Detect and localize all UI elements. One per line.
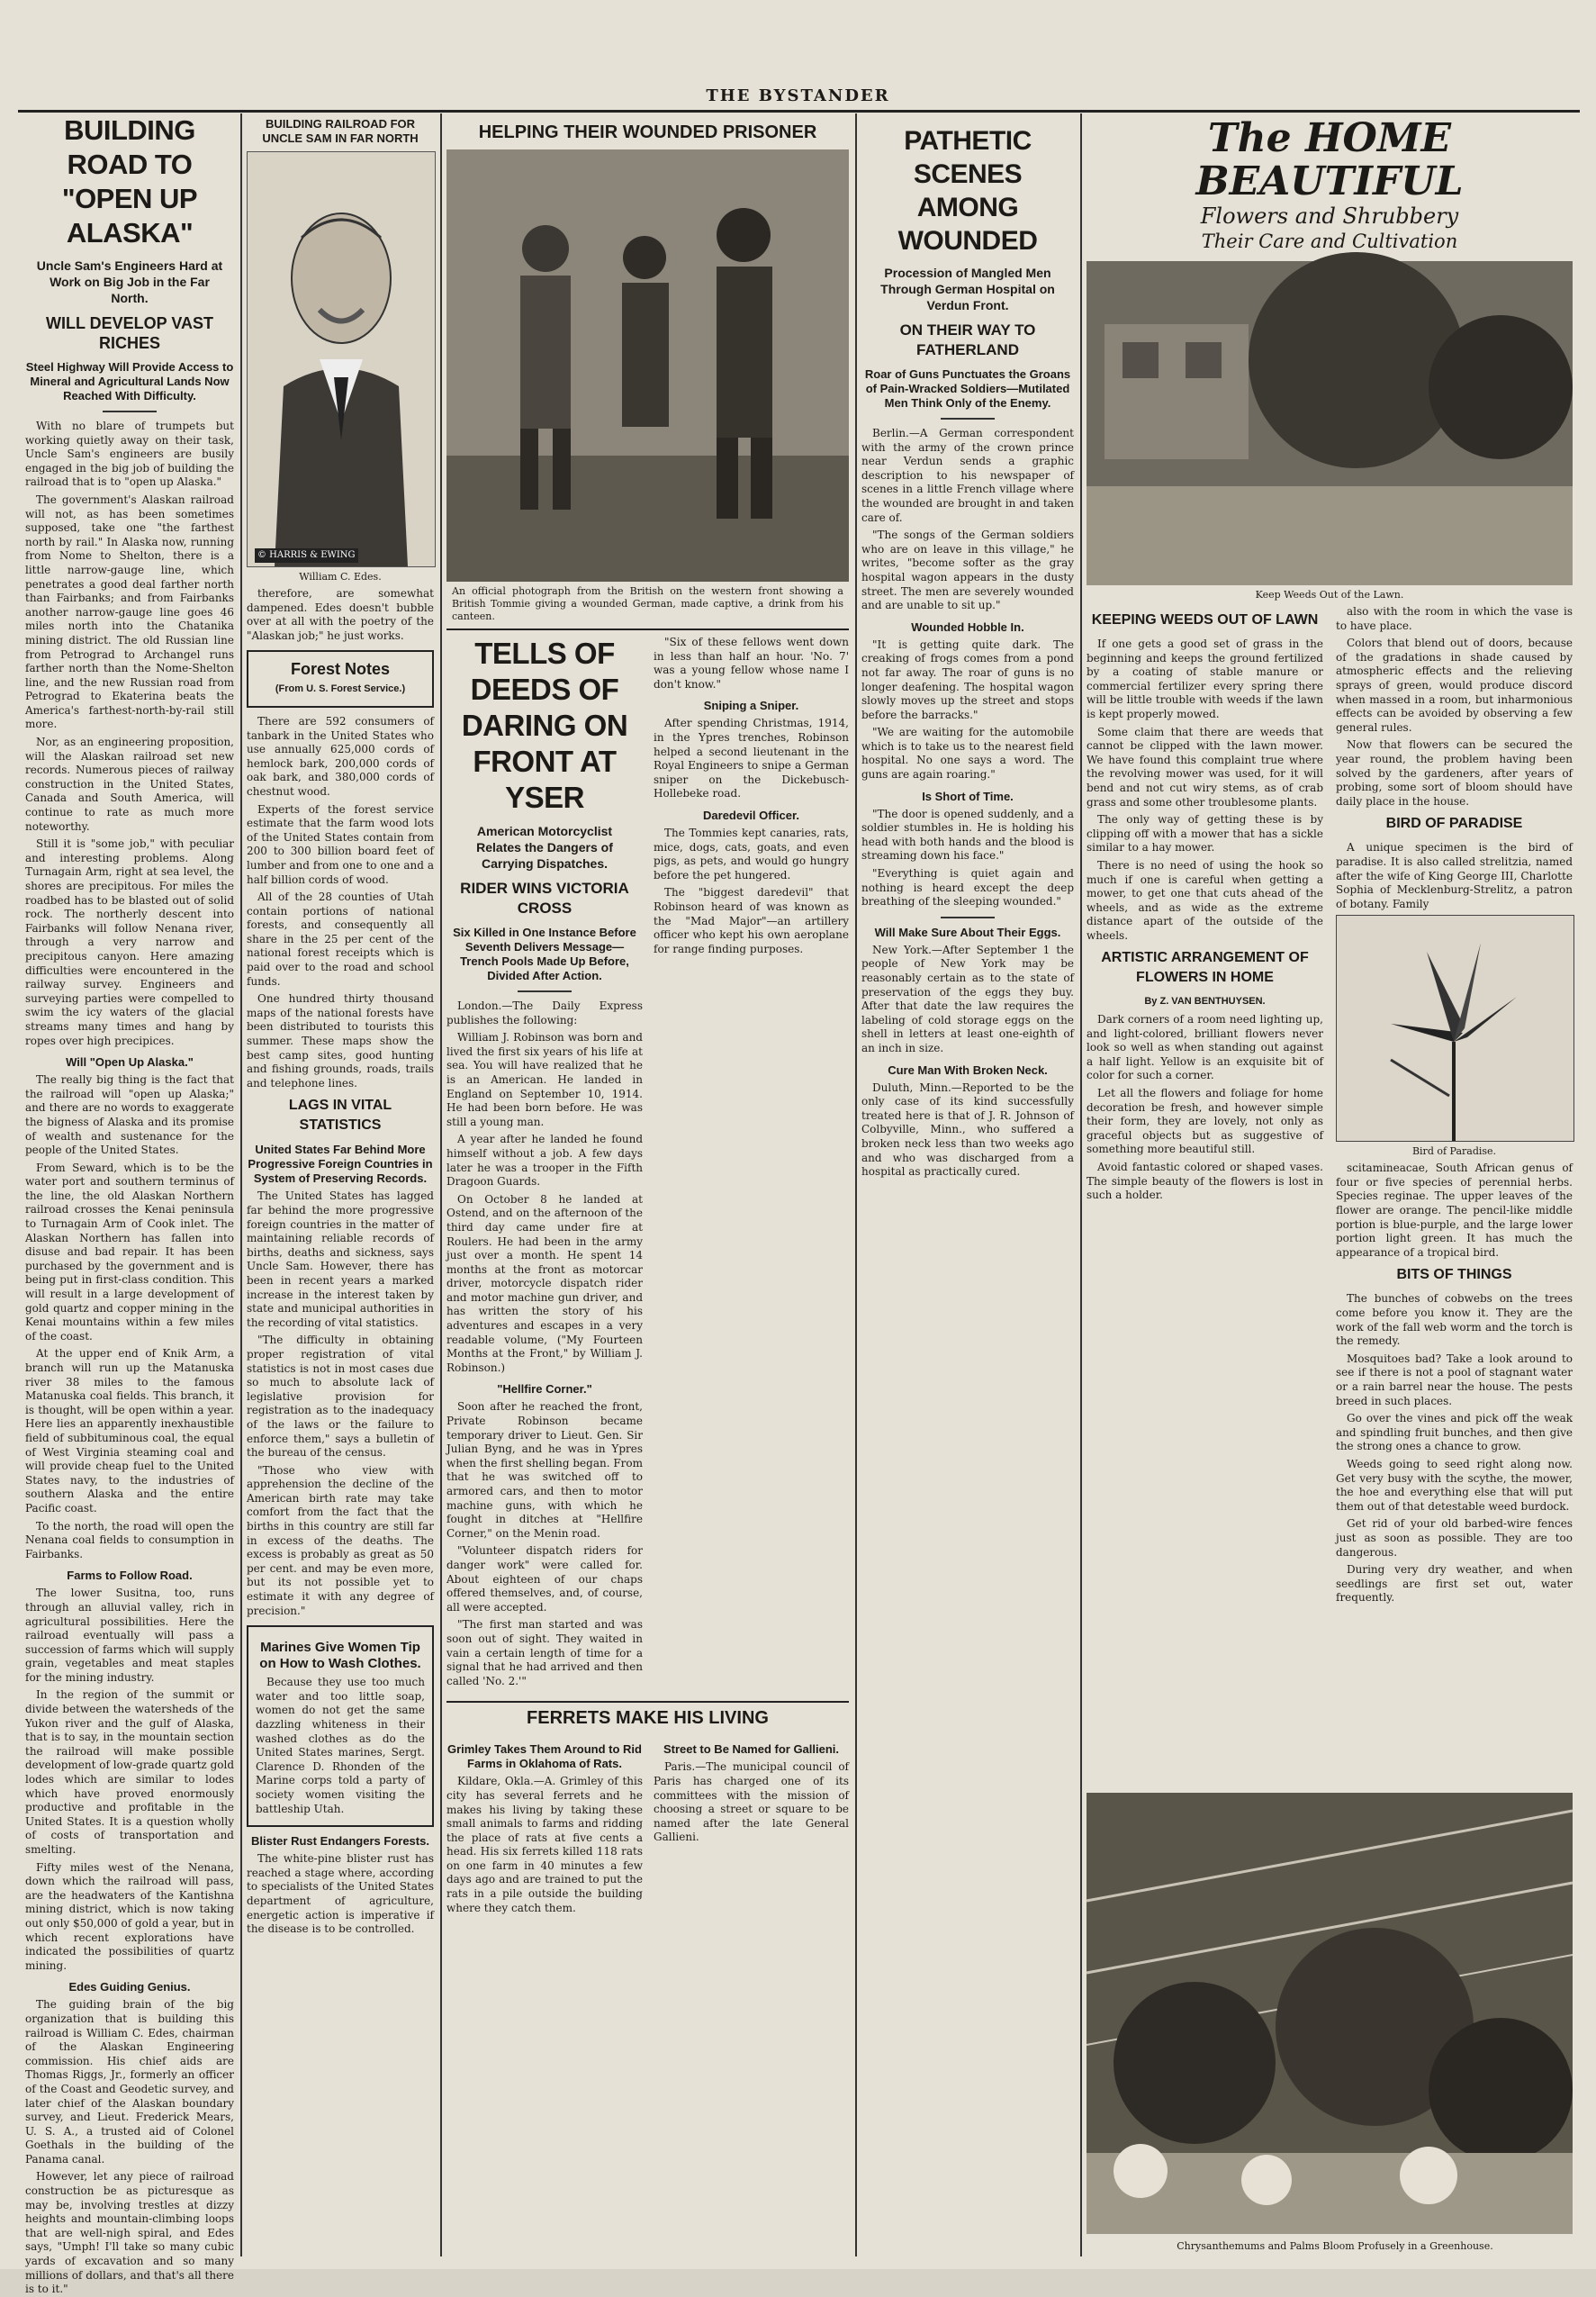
column-yser [446, 113, 849, 2256]
feature-title: The HOME BEAUTIFUL [1195, 115, 1464, 204]
paragraph: Avoid fantastic colored or shaped vases. The simple beauty of the flowers is lost in such a holder. [1087, 1161, 1323, 1202]
marines-title: Marines Give Women Tip on How to Wash Clothes. [259, 1640, 421, 1672]
paragraph: Still it is "some job," with peculiar and interesting problems. Along Turnagain Arm, right at sea level, the shores are precipitous. For miles the roadbed has to be blasted out of solid rock. The northerly descent into Fairbanks will follow Nenana river, through a very narrow and precipitous canyon. Here amazing difficulties were encountered in the railway survey. Engineers and surveying parties were compelled to swim the icy waters of the glacial streams many times and hang by ropes over high precipices. [25, 837, 234, 1047]
portrait-caption: William C. Edes. [299, 571, 382, 583]
paragraph: Dark corners of a room need lighting up, and light-colored, brilliant flowers never look so well as when standing out against a half light. Yellow is an exquisite bit of color for such a corner. [1087, 1013, 1323, 1082]
paragraph: All of the 28 counties of Utah contain portions of national forests, and consequently all share in the 25 per cent of the national forest receipts which is paid over to the road and school funds. [247, 891, 434, 988]
paragraph: "The songs of the German soldiers who are on leave in this village," he writes, "become softer as the gray hospital wagon appears in the dusty street. The men are severely wounded and are unable to sit up." [861, 529, 1074, 612]
lawn-photo [1087, 261, 1573, 585]
headline-weeds: KEEPING WEEDS OUT OF LAWN [1091, 612, 1319, 628]
headline-arrangement: ARTISTIC ARRANGEMENT OF FLOWERS IN HOME [1101, 950, 1309, 986]
subhead-sniping: Sniping a Sniper. [703, 699, 799, 713]
column-verdun [861, 113, 1074, 2256]
feature-tagline: Their Care and Cultivation [1201, 231, 1458, 252]
deck-ferrets: Grimley Takes Them Around to Rid Farms in Oklahoma of Rats. [447, 1742, 642, 1771]
greenhouse-photo [1087, 1793, 1573, 2234]
paragraph: There are 592 consumers of tanbark in the United States who use annually 625,000 cords of hemlock bark, 200,000 cords of oak bark, and 380,000 cords of chestnut wood. [247, 714, 434, 798]
subhead-victoria-cross: RIDER WINS VICTORIA CROSS [460, 880, 629, 917]
paragraph: "Six of these fellows went down in less than half an hour. 'No. 7' was a young fellow whose name I don't know." [654, 636, 849, 691]
masthead: THE BYSTANDER [706, 86, 890, 105]
deck-yser: American Motorcyclist Relates the Dangers of Carrying Dispatches. [476, 824, 613, 871]
paragraph: During very dry weather, and when seedlings are first set out, water frequently. [1336, 1563, 1573, 1605]
paragraph: There is no need of using the hook so much if one is careful when getting a mower, to get one that cuts ahead of the wheels, and as wide as the extreme distance apart of the outside of the wheels. [1087, 858, 1323, 942]
paragraph: William J. Robinson was born and lived the first six years of his life at sea. You will have realized that he is an American. He landed in England on September 10, 1914. He had been born before. He was still a young man. [446, 1031, 643, 1128]
paragraph: New York.—After September 1 the people of New York may be reasonably certain as to the state of preservation of the eggs they buy. After that date the law requires the labeling of cold storage eggs on the shell in letters at least one-eighth of an inch in size. [861, 943, 1074, 1054]
paragraph: therefore, are somewhat dampened. Edes doesn't bubble over at all with the poetry of the "Alaskan job;" he just works. [247, 587, 434, 642]
paragraph: Mosquitoes bad? Take a look around to see if there is not a pool of stagnant water or a rain barrel near the house. The pests breed in such places. [1336, 1352, 1573, 1407]
paragraph: One hundred thirty thousand maps of the national forests have been distributed to tourists this summer. These maps show the best camp sites, good hunting and fishing grounds, roads, trails and telephone lines. [247, 992, 434, 1090]
paragraph: The "biggest daredevil" that Robinson heard of was known as the "Mad Major"—an artillery officer who kept his own aeroplane for range finding purposes. [654, 886, 849, 955]
paragraph: "The difficulty in obtaining proper registration of vital statistics is not in most cases due so much to absolute lack of legislative provision for registration as to the inadequacy of the laws or the failure to enforce them," says a bulletin of the bureau of the census. [247, 1334, 434, 1460]
byline: By Z. VAN BENTHUYSEN. [1144, 996, 1266, 1008]
paragraph: Because they use too much water and too little soap, women do not get the same dazzling whiteness in their washed clothes as do the United States marines, Sergt. Clarence D. Rhonden of the Marine corps told a party of society women visiting the battleship Utah. [256, 1676, 425, 1815]
paragraph: "Everything is quiet again and nothing is heard except the deep breathing of the sleeping wounded." [861, 867, 1074, 909]
paragraph: Experts of the forest service estimate that the farm wood lots of the United States contain from 200 to 300 billion board feet of lumber and from one to one and a half billion cords of wood. [247, 802, 434, 886]
paragraph: "The first man started and was soon out of sight. They waited in vain a certain length of time for a signal that he had arrived and then called 'No. 2.'" [446, 1618, 643, 1687]
paragraph: London.—The Daily Express publishes the following: [446, 999, 643, 1026]
subhead-farms: Farms to Follow Road. [67, 1569, 193, 1583]
paragraph: Get rid of your old barbed-wire fences just as soon as possible. They are too dangerous. [1336, 1517, 1573, 1559]
prisoner-photo [446, 149, 849, 582]
paragraph: Soon after he reached the front, Private Robinson became temporary driver to Lieut. Gen. Sir Julian Byng, and he was in Ypres when the first shelling began. From that he was switched off to armored cars, and then to motor machine guns, with which he fought in ditches at "Hellfire Corner," on the Menin road. [446, 1400, 644, 1540]
paragraph: Some claim that there are weeds that cannot be clipped with the lawn mower. We have found this complaint true where the revolving mower was used, for it will bend and not cut wiry stems, as of crab grass and some other troublesome plants. [1087, 725, 1323, 809]
short-rule [518, 990, 572, 992]
paragraph: The lower Susitna, too, runs through an alluvial valley, rich in agricultural possibilities. Here the railroad eventually will pass a succession of farms which will supply grain, vegetables and meat staples for the mining industry. [25, 1587, 234, 1684]
paragraph: "We are waiting for the automobile which is to take us to the nearest field hospital. No one says a word. The guns are again roaring." [861, 726, 1074, 782]
paragraph: Colors that blend out of doors, because of the gradations in shade caused by atmospheric effects and the relieving sprays of green, would produce discord when massed in a room, but inharmonious effects can be avoided by observing a few general rules. [1336, 637, 1573, 734]
paragraph: If one gets a good set of grass in the beginning and keeps the ground fertilized by a coating of stable manure or commercial fertilizer every spring there will be little trouble with weeds if the lawn is kept properly mowed. [1087, 638, 1323, 720]
section-rule [446, 629, 849, 630]
column-divider [440, 113, 442, 2256]
section-rule [446, 1701, 849, 1703]
paragraph: "Those who view with apprehension the decline of the American birth rate may take comfort from the fact that the births in this country are still far in excess of the deaths. The excess is probably as great as 50 per cent. and may be even more, but its not possible yet to estimate it with any degree of precision." [247, 1463, 434, 1617]
home-story-left [1087, 605, 1323, 1609]
subhead-edes: Edes Guiding Genius. [68, 1980, 191, 1994]
short-rule [941, 917, 995, 918]
prisoner-caption: An official photograph from the British on the western front showing a British Tommie giving a wounded German, made captive, a drink from his canteen. [452, 585, 843, 622]
paragraph: The government's Alaskan railroad will not, as has been sometimes supposed, take one "the farthest north by rail." In Alaska now, running from Nome to Shelton, there is a little narrow-gauge line, which penetrates a good deal farther north than Fairbanks; and from Fairbanks another narrow-gauge line goes 46 miles north into the Chatanika mining district. The old Russian line from Petrograd to Archangel runs farther north than the Nome-Shelton line, and the new Russian road from Petrograd to Ekaterina beats the America's farthest-north-by-rail still more. [25, 493, 234, 731]
short-rule [103, 411, 157, 412]
home-story-columns [1087, 605, 1573, 1609]
subhead-hobble: Wounded Hobble In. [911, 619, 1024, 634]
paragraph: The white-pine blister rust has reached a stage where, according to specialists of the United States department of agriculture, energetic action is imperative if the disease is to be controlled. [247, 1852, 434, 1936]
subhead-broken-neck: Cure Man With Broken Neck. [888, 1063, 1048, 1077]
headline-bits: BITS OF THINGS [1396, 1267, 1512, 1283]
column-divider [855, 113, 857, 2256]
paragraph: Let all the flowers and foliage for home decoration be fresh, and however simple their form, they are lovely, not only as graceful objects but as suggestive of something more beautiful still. [1087, 1087, 1323, 1156]
paragraph: Kildare, Okla.—A. Grimley of this city has several ferrets and he makes his living by taking these small animals to farms and ridding the place of rats at five cents a head. His six ferrets killed 118 rats on one farm in 40 minutes a few days ago and are trained to put the rats in a pile outside the building where they catch them. [446, 1775, 643, 1914]
subhead-fatherland: ON THEIR WAY TO FATHERLAND [899, 321, 1036, 358]
column-divider [240, 113, 242, 2256]
portrait-photo [247, 151, 436, 567]
paragraph: A year after he landed he found himself without a job. A few days later he was a trooper in the Fifth Dragoon Guards. [446, 1133, 643, 1189]
paragraph: From Seward, which is to be the water port and southern terminus of the line, the old Alaskan Northern railroad crosses the Kenai peninsula to Turnagain Arm of Cook inlet. The Alaskan Northern has fallen into disuse and bad repair. It has been purchased by the government and is being put in first-class condition. This will result in a large development of gold quartz and copper mining in the Kenai mountains within a few miles of the coast. [25, 1161, 234, 1343]
paragraph: A unique specimen is the bird of paradise. It is also called strelitzia, named after the wife of King George III, Charlotte Sophia of Mecklenburg-Strelitz, a patron of botany. Family [1336, 841, 1573, 910]
bird-caption: Bird of Paradise. [1411, 1145, 1497, 1158]
greenhouse-illustration [1087, 1793, 1573, 2234]
paragraph: To the north, the road will open the Nenana coal fields to consumption in Fairbanks. [25, 1519, 234, 1560]
photo-title-edes: BUILDING RAILROAD FOR UNCLE SAM IN FAR NORTH [262, 117, 419, 145]
subdeck-fatherland: Roar of Guns Punctuates the Groans of Pain-Wracked Soldiers—Mutilated Men Think Only of the Enemy. [864, 367, 1071, 410]
ferrets-left [446, 1735, 643, 1919]
paragraph: The guiding brain of the big organization that is building this railroad is William C. Edes, chairman of the Alaskan Engineering commission. His chief aids are Thomas Riggs, Jr., formerly an officer of the Coast and Geodetic survey, and later chief of the Alaskan boundary survey, and Lieut. Frederick Mears, U. S. A., a trusted aid of Colonel Goethals in the building of the Panama canal. [25, 1998, 234, 2166]
subdeck-riches: Steel Highway Will Provide Access to Mineral and Agricultural Lands Now Reached With Difficulty. [25, 360, 234, 402]
paragraph: "Volunteer dispatch riders for danger work" were called for. About eighteen of our chaps offered themselves, and, of course, all were accepted. [446, 1544, 643, 1614]
deck-pathetic: Procession of Mangled Men Through German Hospital on Verdun Front. [880, 266, 1055, 312]
lawn-illustration [1087, 261, 1573, 585]
subhead-daredevil: Daredevil Officer. [703, 808, 799, 822]
column-alaska [25, 113, 234, 2296]
headline-alaska: BUILDING ROAD TO "OPEN UP ALASKA" [61, 114, 198, 249]
deck-vital-stats: United States Far Behind More Progressive Foreign Countries in System of Preserving Records. [248, 1143, 433, 1186]
greenhouse-caption: Chrysanthemums and Palms Bloom Profusely in a Greenhouse. [1177, 2240, 1493, 2252]
column-home-beautiful [1087, 113, 1573, 2256]
subhead-hellfire: "Hellfire Corner." [497, 1382, 592, 1397]
yser-story-columns [446, 636, 849, 1692]
marines-box [247, 1625, 434, 1827]
paragraph: Paris.—The municipal council of Paris has charged one of its committees with the mission of choosing a street or square to be named after the late General Gallieni. [654, 1760, 849, 1844]
subdeck-victoria-cross: Six Killed in One Instance Before Seventh Delivers Message—Trench Pools Made Up Before, Divided After Action. [453, 926, 636, 982]
subhead-riches: WILL DEVELOP VAST RICHES [45, 314, 214, 352]
yser-story-right [654, 636, 849, 1692]
headline-bird: BIRD OF PARADISE [1385, 816, 1523, 832]
headline-pathetic: PATHETIC SCENES AMONG WOUNDED [897, 126, 1038, 256]
subhead-gallieni: Street to Be Named for Gallieni. [663, 1742, 840, 1757]
paragraph: also with the room in which the vase is to have place. [1336, 605, 1573, 632]
ferrets-story [446, 1735, 849, 1919]
short-rule [941, 418, 995, 420]
paragraph: On October 8 he landed at Ostend, and on the afternoon of the third day came under fire at Roulers. He had been in the army just over a month. He spent 14 months at the front as motorcar driver, motorcycle dispatch rider and motor machine gun driver, and has written the story of his adventures and escapes in a very readable volume, ("My Fourteen Months at the Front," by William J. Robinson.) [446, 1192, 643, 1374]
paragraph: scitamineacae, South African genus of four or five species of perennial herbs. Species reginae. The upper leaves of the flower are orange. The pencil-like middle portion is blue-purple, and the large lower portion light green. It has much the appearance of a tropical bird. [1336, 1162, 1573, 1259]
paragraph: Now that flowers can be secured the year round, the problem having been solved by the gardeners, after years of probing, some sort of bloom should have daily place in the house. [1336, 738, 1573, 808]
forest-notes-title: Forest Notes [290, 660, 391, 679]
paragraph: The really big thing is the fact that the railroad will "open up Alaska;" and there are no words to exaggerate the bigness of Alaska and its promise of wealth and sustenance for the people of the United States. [25, 1073, 234, 1157]
paragraph: The only way of getting these is by clipping off with a mower that has a sickle similar to a hay mower. [1087, 813, 1323, 855]
paragraph: Duluth, Minn.—Reported to be the only case of its kind successfully treated here is that of J. R. Johnson of Colbyville, Minn., who suffered a broken neck less than two weeks ago and who was discharged from a hospital as practically cured. [861, 1081, 1074, 1179]
headline-vital-stats: LAGS IN VITAL STATISTICS [288, 1098, 392, 1134]
portrait-illustration [248, 152, 435, 566]
prisoner-illustration [446, 149, 849, 582]
forest-notes-box [247, 650, 434, 708]
paragraph: The bunches of cobwebs on the trees come before you know it. They are the work of the fall web worm and the torch is the remedy. [1336, 1292, 1573, 1348]
paragraph: The Tommies kept canaries, rats, mice, dogs, cats, goats, and even pigs, as pets, and would go hungry before the pet hungered. [654, 826, 849, 882]
subhead-blister: Blister Rust Endangers Forests. [251, 1834, 429, 1849]
paragraph: Berlin.—A German correspondent with the army of the crown prince near Verdun sends a graphic description to his newspaper of scenes in a little French village where the wounded are brought in and taken care of. [861, 427, 1074, 524]
paragraph: Fifty miles west of the Nenana, down which the railroad will pass, are the headwaters of the Kantishna mining district, which is now taking out only $50,000 of gold a year, but in which recent explorations have indicated the possibilities of quartz mining. [25, 1860, 234, 1972]
home-story-right [1336, 605, 1573, 1609]
ferrets-right [654, 1735, 849, 1919]
subhead-eggs: Will Make Sure About Their Eggs. [874, 925, 1061, 939]
photo-credit: © HARRIS & EWING [255, 548, 358, 563]
paragraph: Weeds going to seed right along now. Get very busy with the scythe, the mower, the hoe and everything else that will put them out of that detestable weed burdock. [1336, 1457, 1573, 1513]
column-edes-forest [247, 113, 434, 2256]
deck-alaska: Uncle Sam's Engineers Hard at Work on Big Job in the Far North. [36, 258, 223, 305]
bird-photo [1336, 915, 1574, 1142]
bird-of-paradise-illustration [1337, 916, 1573, 1141]
forest-notes-source: (From U. S. Forest Service.) [275, 683, 406, 695]
paragraph: With no blare of trumpets but working quietly away on their task, Uncle Sam's engineers are busily engaged in the big job of building the railroad that is to "open up Alaska." [25, 420, 234, 489]
paragraph: After spending Christmas, 1914, in the Ypres trenches, Robinson helped a second lieutenant in the Royal Engineers to snipe a German sniper on the Dickebusch-Hollebeke road. [654, 717, 849, 800]
top-rule [18, 110, 1580, 113]
feature-subtitle: Flowers and Shrubbery [1200, 203, 1459, 229]
headline-yser: TELLS OF DEEDS OF DARING ON FRONT AT YSER [461, 637, 628, 814]
headline-ferrets: FERRETS MAKE HIS LIVING [527, 1708, 769, 1729]
column-divider [1080, 113, 1082, 2256]
paragraph: "It is getting quite dark. The creaking of frogs comes from a pond not far away. The roar of guns is no longer deafening. The hospital wagon slowly moves up the street and stops before the barracks." [861, 638, 1074, 721]
paragraph: The United States has lagged far behind the more progressive foreign countries in the matter of maintaining reliable records of births, deaths and sickness, says Uncle Sam. However, there has been in recent years a marked increase in the interest taken by state and municipal authorities in the recording of vital statistics. [247, 1189, 434, 1329]
yser-story-left [446, 636, 643, 1692]
lawn-caption: Keep Weeds Out of the Lawn. [1255, 589, 1404, 601]
photo-title-prisoner: HELPING THEIR WOUNDED PRISONER [478, 122, 817, 142]
paragraph: At the upper end of Knik Arm, a branch will run up the Matanuska river 38 miles to the famous Matanuska coal fields. This branch, it is thought, will be open within a year. Here lies an apparently inexhaustible field of subbituminous coal, the equal of West Virginia steaming coal and will provide cheap fuel to the United States navy, to the industries of southern Alaska and the entire Pacific coast. [25, 1347, 234, 1515]
subhead-short-time: Is Short of Time. [922, 789, 1014, 803]
paragraph: "The door is opened suddenly, and a soldier stumbles in. He is holding his head with both hands and the blood is streaming down his face." [861, 807, 1074, 863]
paragraph: Nor, as an engineering proposition, will the Alaskan railroad set new records. Numerous pieces of railway construction in the United States, Canada and South America, will continue to rate as much more noteworthy. [25, 736, 234, 833]
paragraph: However, let any piece of railroad construction be as picturesque as may be, involving trestles at dizzy heights and mountain-climbing loops that are well-nigh spiral, and Edes says, "Umph! I'll take so many cubic yards of excavation and so many millions of dollars, and that's all there is to it." [25, 2170, 234, 2296]
paragraph: Go over the vines and pick off the weak and spindling fruit bunches, and then give the strong ones a chance to grow. [1336, 1412, 1573, 1453]
subhead-open-up: Will "Open Up Alaska." [66, 1055, 194, 1070]
paragraph: In the region of the summit or divide between the watersheds of the Yukon river and the gulf of Alaska, that is to say, in the mountain section the railroad will make possible development of low-grade quartz gold lodes which are similar to lodes which have proved enormously productive and profitable in the United States. It is a question wholly of costs of transportation and smelting. [25, 1688, 234, 1856]
